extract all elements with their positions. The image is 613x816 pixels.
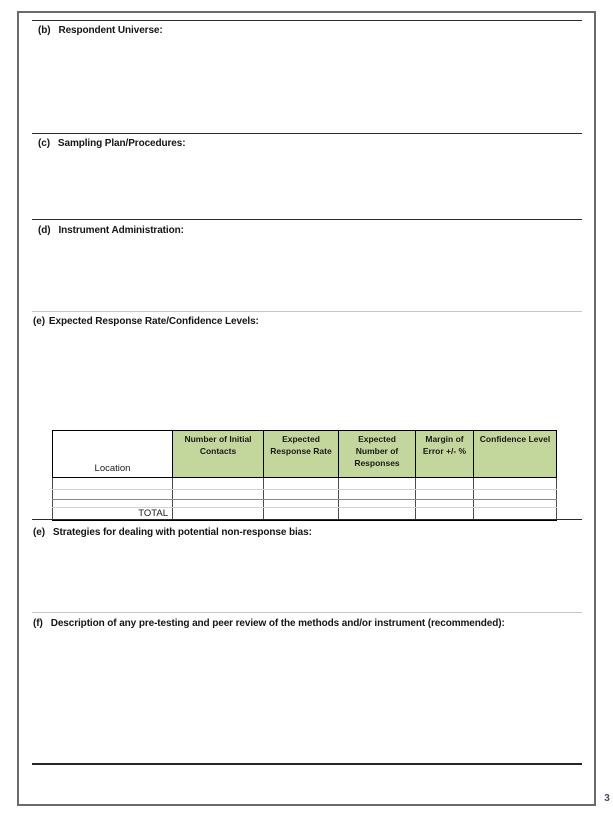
section-e-strategies-label: (e) (33, 527, 45, 538)
table-cell[interactable] (474, 500, 557, 508)
table-cell[interactable] (53, 478, 173, 490)
section-f-heading (33, 617, 505, 630)
table-cell[interactable] (173, 478, 264, 490)
column-header-confidence-level: Confidence Level (474, 431, 557, 478)
table-row (53, 500, 557, 508)
section-divider (32, 20, 582, 21)
column-header-expected-number-responses: Expected Number of Responses (339, 431, 416, 478)
section-b-title: Respondent Universe: (58, 25, 163, 36)
table-cell[interactable] (339, 500, 416, 508)
table-cell[interactable] (474, 490, 557, 500)
section-e-strategies-title: Strategies for dealing with potential non-response bias: (52, 527, 312, 538)
section-e-strategies-answer-area[interactable] (32, 541, 582, 609)
table-cell[interactable] (474, 478, 557, 490)
column-header-margin-of-error: Margin of Error +/- % (416, 431, 474, 478)
section-c-heading (38, 137, 185, 150)
bottom-rule (32, 763, 582, 765)
column-header-expected-response-rate: Expected Response Rate (264, 431, 339, 478)
table-header-row (53, 431, 557, 478)
section-f-answer-area[interactable] (32, 632, 582, 760)
table-cell[interactable] (264, 478, 339, 490)
table-cell[interactable] (173, 490, 264, 500)
table-cell[interactable] (53, 490, 173, 500)
section-e-response-answer-area[interactable] (32, 330, 582, 426)
table-row (53, 478, 557, 490)
table-cell[interactable] (416, 490, 474, 500)
section-f-label: (f) (33, 618, 43, 629)
document-page (17, 11, 596, 806)
column-header-initial-contacts: Number of Initial Contacts (173, 431, 264, 478)
response-rate-table (52, 430, 557, 521)
table-cell[interactable] (416, 478, 474, 490)
section-f-title: Description of any pre-testing and peer review of the methods and/or instrument (recommended): (50, 618, 505, 629)
section-b-label: (b) (38, 25, 51, 36)
section-b-answer-area[interactable] (32, 39, 582, 131)
section-c-answer-area[interactable] (32, 152, 582, 217)
section-divider (32, 519, 582, 520)
table-cell[interactable] (339, 478, 416, 490)
section-e-response-title: Expected Response Rate/Confidence Levels: (48, 316, 259, 327)
section-c-title: Sampling Plan/Procedures: (57, 138, 186, 149)
table-row (53, 490, 557, 500)
table-cell[interactable] (264, 490, 339, 500)
table-cell[interactable] (339, 490, 416, 500)
section-d-heading (38, 224, 184, 237)
section-e-strategies-heading (33, 526, 312, 539)
section-divider (32, 133, 582, 134)
section-d-answer-area[interactable] (32, 239, 582, 309)
section-c-label: (c) (38, 138, 50, 149)
section-b-heading (38, 24, 163, 37)
table-cell[interactable] (173, 500, 264, 508)
table-cell[interactable] (264, 500, 339, 508)
section-e-response-heading (33, 315, 259, 328)
section-divider (32, 219, 582, 220)
section-d-title: Instrument Administration: (58, 225, 184, 236)
section-e-response-label: (e) (33, 316, 45, 327)
table-cell[interactable] (416, 500, 474, 508)
section-divider-light (32, 311, 582, 312)
page-number: 3 (604, 793, 610, 804)
total-label: TOTAL (53, 508, 173, 521)
column-header-location: Location (53, 431, 173, 478)
section-divider-light (32, 612, 582, 613)
section-d-label: (d) (38, 225, 51, 236)
table-cell[interactable] (53, 500, 173, 508)
